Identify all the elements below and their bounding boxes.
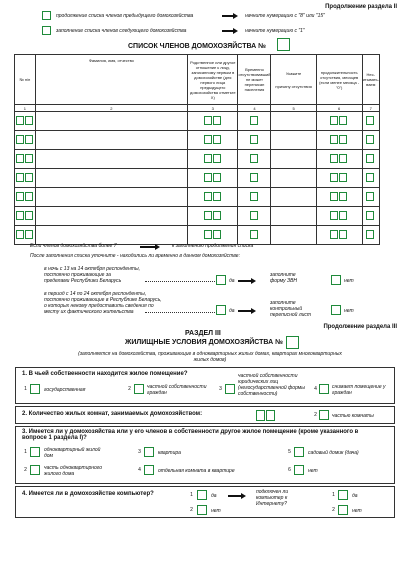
question-a-yes-action: заполните форму ЗВН: [270, 272, 298, 284]
table-row: [15, 150, 380, 169]
absent-box[interactable]: [250, 154, 258, 163]
question-3-title: 3. Имеется ли у домохозяйства или у его членов в собственности другое жилое помещение (кроме указанного в вопросе 1 раздела I)?: [22, 429, 359, 441]
question-a-line2: постоянно проживающие за: [44, 272, 111, 278]
row-num-box[interactable]: [25, 173, 33, 182]
question-1-block: [15, 367, 395, 404]
arrow-icon: [238, 280, 252, 282]
absent-box[interactable]: [250, 230, 258, 239]
q4-no: нет: [211, 508, 221, 514]
q1-option-2: частной собственности граждан: [147, 384, 207, 396]
option-next-label: заполнение списка членов следующего домохозяйства: [56, 28, 187, 34]
section-continuation: Продолжение раздела III: [323, 324, 397, 330]
question-a-no: нет: [344, 278, 354, 284]
option-checkbox-next[interactable]: [42, 26, 51, 35]
household-number-box-2[interactable]: [286, 336, 299, 349]
note-after-list: После заполнения списка уточните - находились ли временно в данном домохозяйстве:: [30, 253, 240, 259]
duration-box[interactable]: [330, 230, 338, 239]
relation-box[interactable]: [213, 192, 221, 201]
option-number: 1: [332, 492, 335, 498]
q3-option-6: нет: [308, 468, 318, 474]
row-num-box[interactable]: [25, 154, 33, 163]
count-box[interactable]: [366, 192, 374, 201]
q2-rooms-box[interactable]: [256, 410, 265, 421]
count-box[interactable]: [366, 173, 374, 182]
table-row: [15, 131, 380, 150]
q3-option-1: одноквартирный жилой дом: [44, 447, 101, 459]
q4-no-box[interactable]: [197, 505, 207, 515]
note-more-than-7-action: к заполнению продолжения списка: [172, 243, 254, 249]
relation-box[interactable]: [213, 230, 221, 239]
option-checkbox-continue[interactable]: [42, 11, 51, 20]
option-number: 4: [138, 467, 141, 473]
question-1-title: 1. В чьей собственности находится жилое помещение?: [22, 371, 188, 377]
option-number: 4: [314, 386, 317, 392]
name-cell[interactable]: [35, 188, 187, 207]
q4-sub-no: нет: [352, 508, 362, 514]
q4-sub-yes-box[interactable]: [338, 490, 348, 500]
name-cell[interactable]: [35, 112, 187, 131]
question-a-no-box[interactable]: [331, 275, 341, 285]
question-b-line3: о которых некому предоставить сведения по: [44, 303, 154, 309]
table-row: [15, 169, 380, 188]
q3-option-5-box[interactable]: [294, 447, 304, 457]
duration-box[interactable]: [330, 211, 338, 220]
row-num-box[interactable]: [16, 230, 24, 239]
table-row: [15, 207, 380, 226]
dotted-leader: [145, 312, 215, 313]
q3-option-2: часть одноквартирного жилого дома: [44, 465, 103, 477]
q4-sub-no-box[interactable]: [338, 505, 348, 515]
duration-box[interactable]: [339, 116, 347, 125]
q1-option-3-box[interactable]: [225, 384, 235, 394]
header-continuation: Продолжение раздела II: [325, 4, 397, 10]
col-number: 7: [362, 105, 379, 112]
option-number: 2: [314, 412, 317, 418]
duration-box[interactable]: [339, 192, 347, 201]
absent-box[interactable]: [250, 211, 258, 220]
question-b-line4: месту их фактического жительства: [44, 309, 134, 315]
name-cell[interactable]: [35, 207, 187, 226]
duration-box[interactable]: [330, 135, 338, 144]
col-number: 3: [188, 105, 238, 112]
option-number: 6: [288, 467, 291, 473]
col-number: 2: [35, 105, 187, 112]
duration-box[interactable]: [339, 173, 347, 182]
table-row: [15, 226, 380, 245]
col-header-relation: Родственное или другое отношение к лицу, записанному первым в домохозяйстве (для первого лица предыдущего домохозяйства отметьте X): [188, 55, 238, 105]
col-number: 5: [271, 105, 316, 112]
col-header-absent: Временно отсутствовавший не может переписан населения: [238, 55, 271, 105]
col-number: 4: [238, 105, 271, 112]
relation-box[interactable]: [213, 211, 221, 220]
col-number: 6: [316, 105, 362, 112]
q4-sub-yes: да: [352, 493, 358, 499]
col-header-count: Нес- итывать- ваем: [362, 55, 379, 105]
q1-option-1: государственная: [44, 387, 86, 393]
duration-box[interactable]: [339, 211, 347, 220]
q4-yes: да: [211, 493, 217, 499]
reason-cell[interactable]: [271, 188, 316, 207]
q4-sub-question: подключен ли компьютер к Интернету?: [256, 489, 289, 507]
col-header-duration: продолжительность отсутствия, месяцев (если менее месяца - "0"): [316, 55, 362, 105]
q1-option-3: частной собственности юридических лиц (негосударственной формы собственности): [238, 373, 305, 397]
col-header-name: Фамилия, имя, отчество: [35, 55, 187, 105]
option-number: 3: [219, 386, 222, 392]
option-number: 2: [190, 507, 193, 513]
reason-cell[interactable]: [271, 131, 316, 150]
q3-option-3-box[interactable]: [144, 447, 154, 457]
note-more-than-7: Если членов домохозяйства более 7: [30, 243, 117, 249]
option-continue-action: начните нумерацию с "8" или "15": [245, 13, 325, 19]
table-row: [15, 188, 380, 207]
name-cell[interactable]: [35, 226, 187, 245]
household-number-box[interactable]: [277, 38, 290, 51]
option-number: 1: [24, 386, 27, 392]
relation-box[interactable]: [213, 173, 221, 182]
question-b-yes-action: заполните контрольный переписной лист: [270, 300, 312, 318]
q1-option-4-box[interactable]: [319, 384, 329, 394]
q1-option-4: снимает помещение у граждан: [332, 384, 386, 396]
question-2-title: 2. Количество жилых комнат, занимаемых домохозяйством:: [22, 411, 203, 417]
count-box[interactable]: [366, 135, 374, 144]
option-number: 2: [24, 467, 27, 473]
option-number: 5: [288, 449, 291, 455]
reason-cell[interactable]: [271, 207, 316, 226]
question-2-block: [15, 406, 395, 424]
row-num-box[interactable]: [16, 116, 24, 125]
col-header-specify: Укажите: [285, 70, 302, 76]
question-4-block: [15, 486, 395, 518]
relation-box[interactable]: [204, 154, 212, 163]
q3-option-6-box[interactable]: [294, 465, 304, 475]
row-num-box[interactable]: [25, 192, 33, 201]
row-num-box[interactable]: [16, 154, 24, 163]
relation-box[interactable]: [204, 135, 212, 144]
q1-option-1-box[interactable]: [30, 384, 40, 394]
option-number: 1: [190, 492, 193, 498]
question-a-line3: пределами Республики Беларусь: [44, 278, 122, 284]
relation-box[interactable]: [204, 211, 212, 220]
q4-yes-box[interactable]: [197, 490, 207, 500]
section-subtitle: ЖИЛИЩНЫЕ УСЛОВИЯ ДОМОХОЗЯЙСТВА №: [125, 339, 283, 346]
members-table: [14, 54, 380, 245]
question-b-line2: постоянно проживающие в Республике Беларусь,: [44, 297, 162, 303]
q1-option-2-box[interactable]: [134, 384, 144, 394]
duration-box[interactable]: [339, 154, 347, 163]
reason-cell[interactable]: [271, 226, 316, 245]
duration-box[interactable]: [330, 154, 338, 163]
question-a-yes-box[interactable]: [216, 275, 226, 285]
option-number: 2: [128, 386, 131, 392]
relation-box[interactable]: [213, 135, 221, 144]
name-cell[interactable]: [35, 131, 187, 150]
question-b-yes-box[interactable]: [216, 305, 226, 315]
question-3-block: [15, 426, 395, 484]
row-num-box[interactable]: [25, 211, 33, 220]
option-next-action: начните нумерацию с "1": [245, 28, 305, 34]
col-header-num: № п/п: [15, 55, 36, 105]
duration-box[interactable]: [339, 135, 347, 144]
section-title: РАЗДЕЛ III: [185, 330, 221, 337]
row-num-box[interactable]: [25, 116, 33, 125]
q2-rooms-box[interactable]: [266, 410, 275, 421]
list-title: СПИСОК ЧЛЕНОВ ДОМОХОЗЯЙСТВА №: [128, 43, 266, 50]
question-a-yes: да: [229, 278, 235, 284]
row-num-box[interactable]: [16, 192, 24, 201]
reason-cell[interactable]: [271, 150, 316, 169]
duration-box[interactable]: [330, 192, 338, 201]
row-num-box[interactable]: [16, 173, 24, 182]
reason-cell[interactable]: [271, 169, 316, 188]
col-number: 1: [15, 105, 36, 112]
q3-option-5: садовый домик (дача): [308, 450, 359, 456]
arrow-icon: [222, 30, 234, 32]
duration-box[interactable]: [330, 116, 338, 125]
question-4-title: 4. Имеется ли в домохозяйстве компьютер?: [22, 491, 154, 497]
absent-box[interactable]: [250, 173, 258, 182]
count-box[interactable]: [366, 211, 374, 220]
arrow-icon: [140, 246, 156, 248]
reason-cell[interactable]: [271, 112, 316, 131]
count-box[interactable]: [366, 154, 374, 163]
absent-box[interactable]: [250, 116, 258, 125]
relation-box[interactable]: [213, 154, 221, 163]
row-num-box[interactable]: [16, 135, 24, 144]
relation-box[interactable]: [204, 173, 212, 182]
row-num-box[interactable]: [25, 135, 33, 144]
row-num-box[interactable]: [16, 211, 24, 220]
row-num-box[interactable]: [25, 230, 33, 239]
q3-option-4: отдельная комната в квартире: [158, 468, 235, 474]
q3-option-3: квартира: [158, 450, 181, 456]
name-cell[interactable]: [35, 150, 187, 169]
q3-option-4-box[interactable]: [144, 465, 154, 475]
col-header-reason: [271, 55, 316, 105]
option-number: 2: [332, 507, 335, 513]
question-a-line1: в ночь с 13 на 14 октября респонденты,: [44, 266, 141, 272]
absent-box[interactable]: [250, 192, 258, 201]
relation-box[interactable]: [204, 116, 212, 125]
table-row: [15, 112, 380, 131]
relation-box[interactable]: [213, 116, 221, 125]
option-number: 3: [138, 449, 141, 455]
option-continue-label: продолжение списка членов предыдущего домохозяйства: [56, 13, 194, 19]
question-b-no: нет: [344, 308, 354, 314]
q3-option-1-box[interactable]: [30, 447, 40, 457]
count-box[interactable]: [366, 116, 374, 125]
col-header-reason-label: причину отсутствия: [275, 83, 312, 89]
arrow-icon: [238, 310, 252, 312]
arrow-icon: [222, 15, 234, 17]
dotted-leader: [145, 281, 215, 282]
q2-part-room: частью комнаты: [332, 413, 374, 419]
option-number: 1: [24, 449, 27, 455]
question-b-yes: да: [229, 308, 235, 314]
q3-option-2-box[interactable]: [30, 465, 40, 475]
duration-box[interactable]: [339, 230, 347, 239]
absent-box[interactable]: [250, 135, 258, 144]
count-box[interactable]: [366, 230, 374, 239]
q2-part-room-box[interactable]: [319, 410, 329, 420]
question-b-no-box[interactable]: [331, 305, 341, 315]
relation-box[interactable]: [204, 192, 212, 201]
name-cell[interactable]: [35, 169, 187, 188]
arrow-icon: [228, 495, 242, 497]
section-note: (заполняется на домохозяйства, проживающие в одноквартирных жилых домах, квартирах многоквартирных жилых домов): [78, 351, 342, 363]
duration-box[interactable]: [330, 173, 338, 182]
relation-box[interactable]: [204, 230, 212, 239]
question-b-line1: в период с 14 по 24 октября респонденты,: [44, 291, 147, 297]
